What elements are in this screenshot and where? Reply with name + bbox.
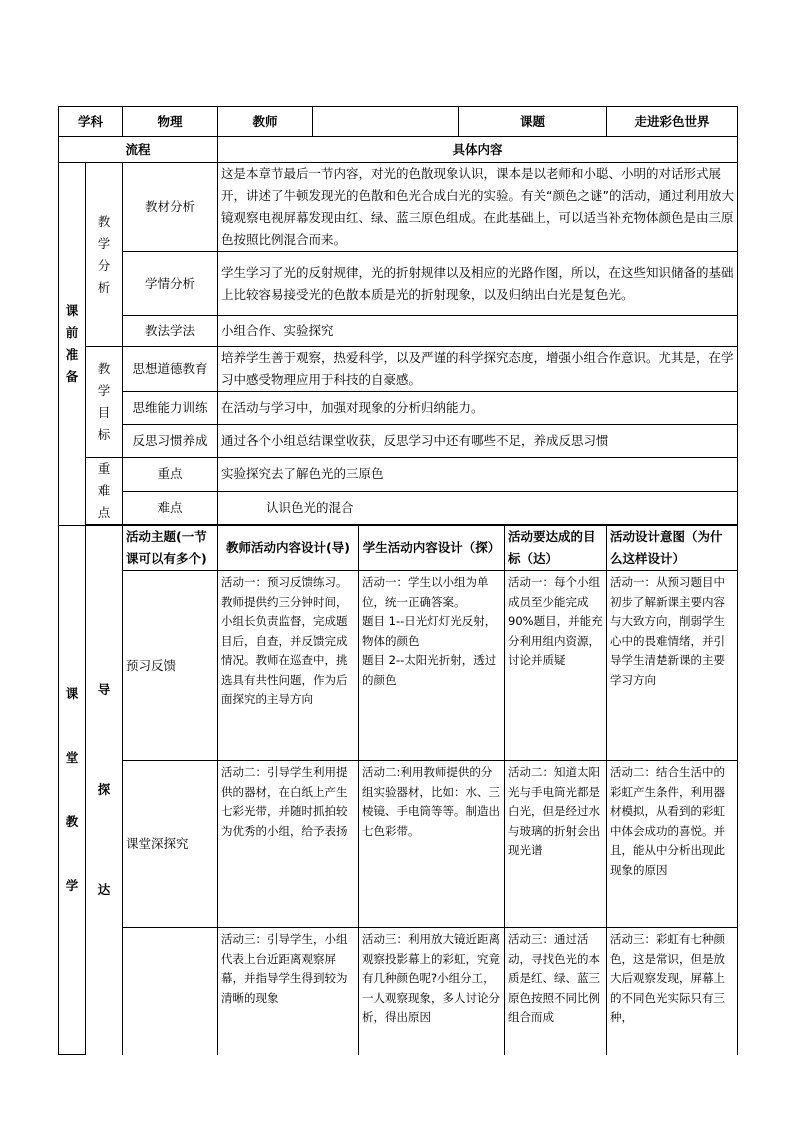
guide-explore-achieve-label: 导 探 达 <box>86 526 123 1055</box>
teaching-analysis-label: 教 学 分 析 <box>86 163 123 347</box>
teacher-activity: 活动二：引导学生利用提供的器材，在白纸上产生七彩光带，并随时抓拍较为优秀的小组，给予表扬 <box>218 761 359 928</box>
row-content: 实验探究去了解色光的三原色 <box>218 458 738 492</box>
row-name: 学情分析 <box>123 252 218 316</box>
row-name: 难点 <box>123 491 218 525</box>
row-name: 教材分析 <box>123 163 218 252</box>
student-activity: 活动二:利用教师提供的分组实验器材，比如：水、三棱镜、手电筒等等。制造出七色彩带。 <box>359 761 505 928</box>
pre-class-label: 课 前 准 备 <box>59 163 86 526</box>
row-content: 认识色光的混合 <box>218 491 738 525</box>
row-name: 重点 <box>123 458 218 492</box>
student-activity: 活动一：学生以小组为单位，统一正确答案。 题目 1--日光灯灯光反射，物体的颜色 题目 2--太阳光折射，透过的颜色 <box>359 571 505 761</box>
activity-goal: 活动三：通过活动，寻找色光的本质是红、绿、蓝三原色按照不同比例组合而成 <box>505 928 607 1055</box>
content-header: 具体内容 <box>218 137 738 163</box>
row-content: 小组合作、实验探究 <box>218 316 738 347</box>
row-name: 反思习惯养成 <box>123 425 218 458</box>
teaching-goals-label: 教 学 目 标 <box>86 347 123 458</box>
teacher-label: 教师 <box>218 107 313 137</box>
teacher-activity: 活动一：预习反馈练习。教师提供约三分钟时间，小组长负责监督，完成题目后，自查，并反馈完成情况。教师在巡查中，挑选具有共性问题，作为后面探究的主导方向 <box>218 571 359 761</box>
row-content: 在活动与学习中，加强对现象的分析归纳能力。 <box>218 392 738 425</box>
row-content: 培养学生善于观察，热爱科学，以及严谨的科学探究态度，增强小组合作意识。尤其是，在学习中感受物理应用于科技的自豪感。 <box>218 347 738 392</box>
activity-intent: 活动三：彩虹有七种颜色，这是常识，但是放大后观察发现，屏幕上的不同色光实际只有三种， <box>607 928 738 1055</box>
activity-goal: 活动一：每个小组成员至少能完成90%题目，并能充分利用组内资源，讨论并质疑 <box>505 571 607 761</box>
activity-theme: 预习反馈 <box>123 571 218 761</box>
in-class-label: 课 堂 教 学 <box>59 526 86 1055</box>
row-name: 思维能力训练 <box>123 392 218 425</box>
col-header-teacher: 教师活动内容设计(导) <box>218 526 359 571</box>
row-name: 教法学法 <box>123 316 218 347</box>
row-content: 这是本章节最后一节内容，对光的色散现象认识，课本是以老师和小聪、小明的对话形式展开，讲述了牛顿发现光的色散和色光合成白光的实验。有关“颜色之谜”的活动，通过利用放大镜观察电视屏幕发现由红、绿、蓝三原色组成。在此基础上，可以适当补充物体颜色是由三原色按照比例混合而来。 <box>218 163 738 252</box>
key-points-label: 重 难 点 <box>86 458 123 525</box>
lesson-plan-table <box>58 106 738 1055</box>
subject-label: 学科 <box>59 107 123 137</box>
teacher-activity: 活动三：引导学生，小组代表上台近距离观察屏幕，并指导学生得到较为清晰的现象 <box>218 928 359 1055</box>
subject-value: 物理 <box>123 107 218 137</box>
col-header-theme: 活动主题(一节课可以有多个) <box>123 526 218 571</box>
activity-intent: 活动一：从预习题目中初步了解新课主要内容与大致方向，削弱学生心中的畏难情绪，并引导学生清楚新课的主要学习方向 <box>607 571 738 761</box>
teacher-value <box>313 107 459 137</box>
row-name: 思想道德教育 <box>123 347 218 392</box>
activity-theme <box>123 928 218 1055</box>
flow-header: 流程 <box>59 137 218 163</box>
activity-intent: 活动二：结合生活中的彩虹产生条件，利用器材模拟，从看到的彩虹中体会成功的喜悦。并且，能从中分析出现此现象的原因 <box>607 761 738 928</box>
row-content: 学生学习了光的反射规律，光的折射规律以及相应的光路作图，所以，在这些知识储备的基础上比较容易接受光的色散本质是光的折射现象，以及归纳出白光是复色光。 <box>218 252 738 316</box>
activity-goal: 活动二：知道太阳光与手电筒光都是白光，但是经过水与玻璃的折射会出现光谱 <box>505 761 607 928</box>
col-header-intent: 活动设计意图（为什么这样设计） <box>607 526 738 571</box>
col-header-goal: 活动要达成的目标（达） <box>505 526 607 571</box>
student-activity: 活动三：利用放大镜近距离观察投影幕上的彩虹，究竟有几种颜色呢?小组分工，一人观察现象，多人讨论分析，得出原因 <box>359 928 505 1055</box>
topic-value: 走进彩色世界 <box>607 107 738 137</box>
topic-label: 课题 <box>459 107 607 137</box>
row-content: 通过各个小组总结课堂收获，反思学习中还有哪些不足，养成反思习惯 <box>218 425 738 458</box>
col-header-student: 学生活动内容设计（探） <box>359 526 505 571</box>
activity-theme: 课堂深探究 <box>123 761 218 928</box>
